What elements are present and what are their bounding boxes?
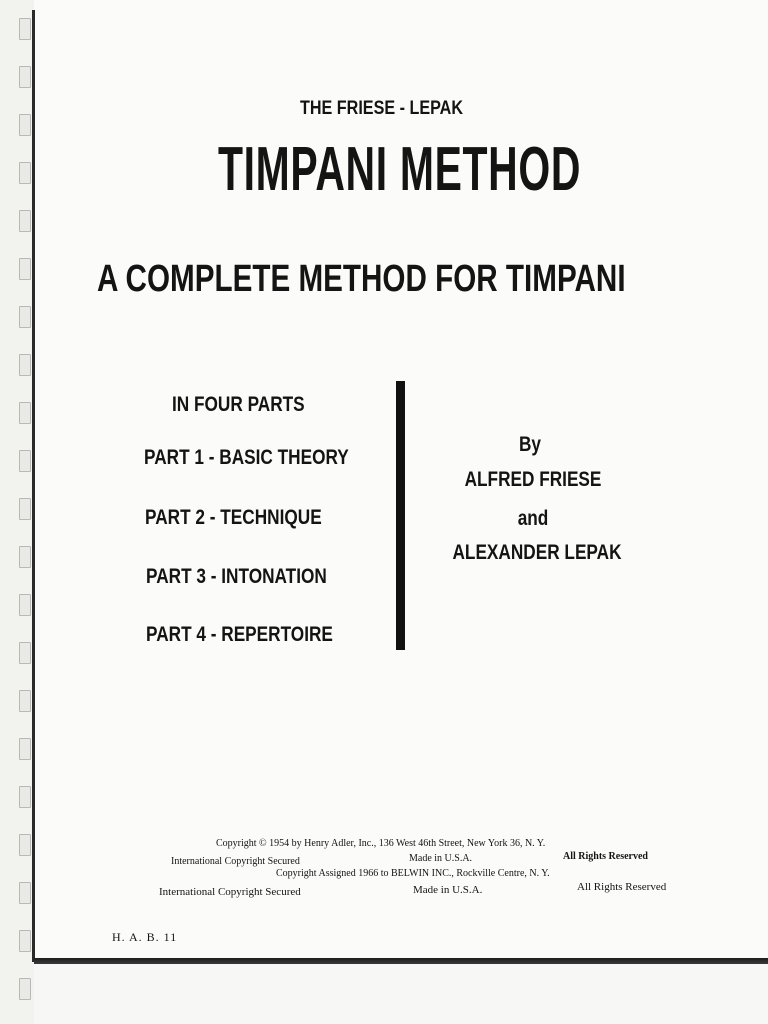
below-page-area [34, 964, 768, 1024]
copyright-line-3: Copyright Assigned 1966 to BELWIN INC., Rockville Centre, N. Y. [276, 868, 550, 879]
binding-hole [19, 690, 31, 712]
binding-hole [19, 354, 31, 376]
copyright-secured-1: International Copyright Secured [171, 856, 300, 867]
made-in-usa-2: Made in U.S.A. [413, 884, 483, 896]
binding-hole [19, 210, 31, 232]
author-name-2: ALEXANDER LEPAK [452, 541, 622, 564]
binding-hole [19, 882, 31, 904]
author-name-1: ALFRED FRIESE [464, 468, 602, 491]
binding-hole [19, 306, 31, 328]
series-heading: THE FRIESE - LEPAK [300, 98, 464, 119]
catalog-code: H. A. B. 11 [112, 930, 178, 944]
binding-hole [19, 162, 31, 184]
rights-reserved-1: All Rights Reserved [563, 851, 648, 862]
page-subtitle: A COMPLETE METHOD FOR TIMPANI [97, 258, 626, 300]
and-label: and [517, 507, 549, 530]
binding-hole [19, 66, 31, 88]
page-left-edge [32, 10, 35, 962]
part-item-1: PART 1 - BASIC THEORY [144, 446, 349, 469]
binding-hole [19, 402, 31, 424]
page-title: TIMPANI METHOD [218, 135, 582, 204]
binding-hole [19, 18, 31, 40]
rights-reserved-2: All Rights Reserved [577, 881, 667, 893]
part-item-4: PART 4 - REPERTOIRE [146, 623, 333, 646]
binding-strip [0, 0, 34, 1024]
part-item-3: PART 3 - INTONATION [146, 565, 327, 588]
copyright-line-1: Copyright © 1954 by Henry Adler, Inc., 136 West 46th Street, New York 36, N. Y. [216, 838, 546, 849]
made-in-usa-1: Made in U.S.A. [409, 853, 473, 864]
copyright-secured-2: International Copyright Secured [159, 886, 301, 898]
binding-hole [19, 450, 31, 472]
binding-hole [19, 786, 31, 808]
part-item-2: PART 2 - TECHNIQUE [145, 506, 322, 529]
binding-hole [19, 258, 31, 280]
by-label: By [518, 433, 542, 456]
binding-hole [19, 738, 31, 760]
parts-intro: IN FOUR PARTS [172, 393, 305, 416]
binding-hole [19, 978, 31, 1000]
binding-hole [19, 546, 31, 568]
binding-hole [19, 594, 31, 616]
vertical-divider [396, 381, 405, 650]
binding-hole [19, 114, 31, 136]
binding-hole [19, 498, 31, 520]
binding-hole [19, 834, 31, 856]
binding-hole [19, 930, 31, 952]
binding-hole [19, 642, 31, 664]
